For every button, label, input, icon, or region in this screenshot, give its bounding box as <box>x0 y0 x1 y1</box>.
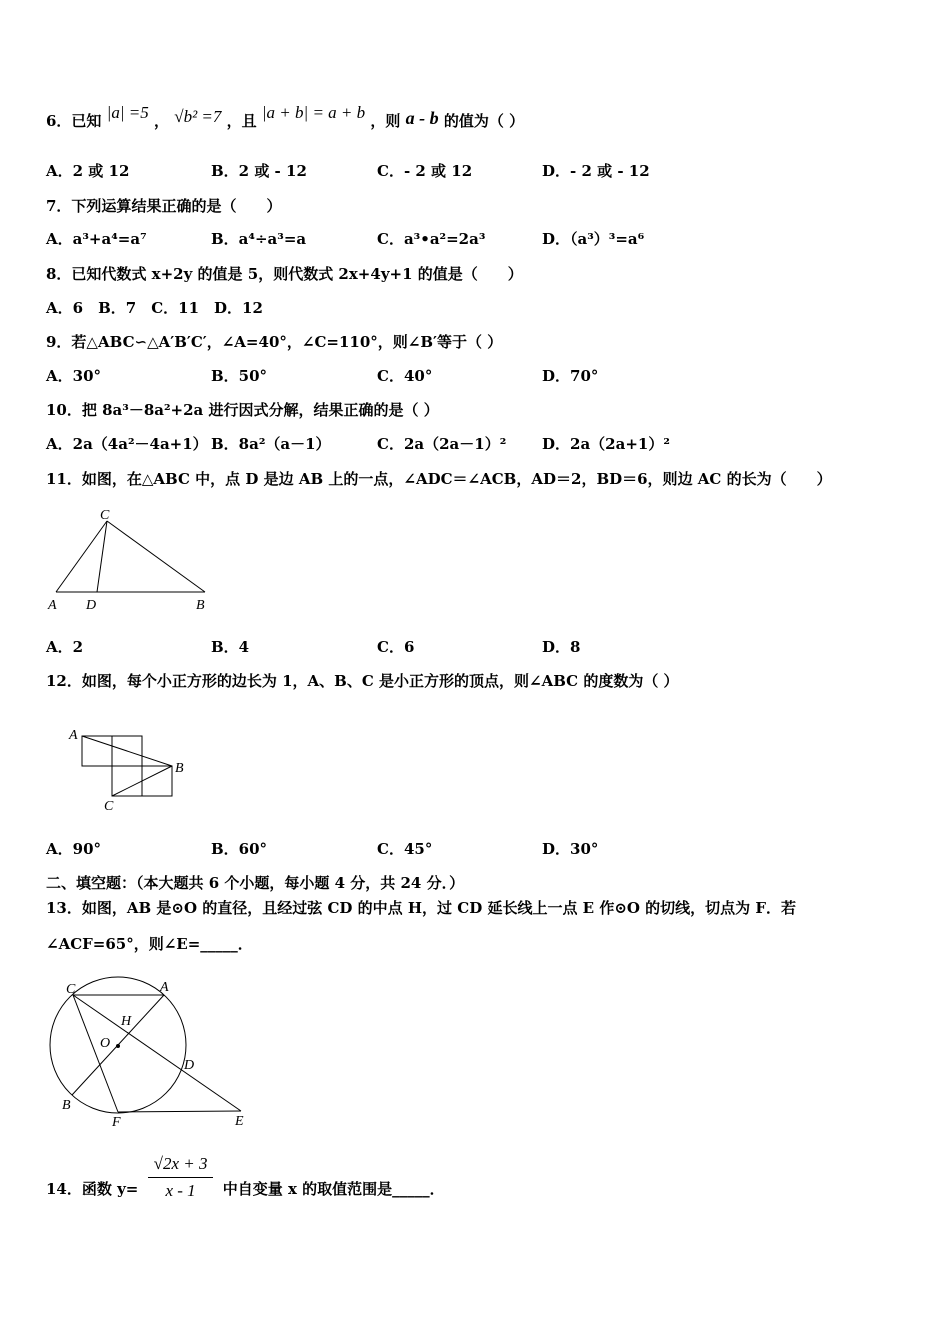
q7-option-c: C．a³•a²=2a³ <box>377 230 486 248</box>
q6-expr-abs-a: |a| =5 <box>106 103 149 122</box>
section2-heading: 二、填空题：（本大题共 6 个小题，每小题 4 分，共 24 分．） <box>46 874 465 892</box>
q9-option-b: B．50° <box>211 367 268 385</box>
q11-side-ac <box>56 521 107 592</box>
q14-denominator: x - 1 <box>165 1181 196 1200</box>
q13-label-e: E <box>235 1114 244 1129</box>
q11-segment-cd <box>97 521 107 592</box>
q6-sep2: ，且 <box>226 112 257 130</box>
q13-stem-line2: ∠ACF=65°，则∠E=_____． <box>46 935 253 953</box>
q11-option-d: D．8 <box>542 638 581 656</box>
q11-label-b: B <box>196 598 205 613</box>
q6-stem <box>46 103 525 131</box>
q12-label-b: B <box>175 761 184 776</box>
q13-label-c: C <box>66 982 76 997</box>
q14-stem <box>46 1152 445 1212</box>
q10-stem: 10．把 8a³－8a²+2a 进行因式分解，结果正确的是（ ） <box>46 401 439 419</box>
q11-label-c: C <box>100 508 110 523</box>
q11-side-bc <box>107 521 205 592</box>
q6-option-b: B．2 或 - 12 <box>211 162 307 180</box>
q13-tangent-fe <box>118 1111 241 1112</box>
q6-expr-sqrt-b: √b² =7 <box>174 107 222 126</box>
q12-stem: 12．如图，每个小正方形的边长为 1，A、B、C 是小正方形的顶点，则∠ABC 的度数为（ ） <box>46 672 679 690</box>
q12-option-a: A．90° <box>46 840 102 858</box>
q12-option-c: C．45° <box>377 840 433 858</box>
q10-option-d: D．2a（2a+1）² <box>542 435 670 453</box>
q13-circle-figure <box>40 975 260 1135</box>
q6-option-d: D．- 2 或 - 12 <box>542 162 650 180</box>
q13-stem-line1: 13．如图，AB 是⊙O 的直径，且经过弦 CD 的中点 H，过 CD 延长线上一点 E 作⊙O 的切线，切点为 F．若 <box>46 899 797 917</box>
q10-option-a: A．2a（4a²－4a+1） <box>46 435 208 453</box>
q10-option-b: B．8a²（a－1） <box>211 435 331 453</box>
q13-line-ce <box>73 995 241 1111</box>
q12-label-a: A <box>69 728 78 743</box>
q12-option-b: B．60° <box>211 840 268 858</box>
q12-segment-ab <box>82 736 172 766</box>
q7-option-d: D．（a³）³=a⁶ <box>542 230 645 248</box>
q11-option-a: A．2 <box>46 638 84 656</box>
q7-option-b: B．a⁴÷a³=a <box>211 230 307 248</box>
q9-stem: 9．若△ABC∽△A′B′C′，∠A=40°，∠C=110°，则∠B′等于（ ） <box>46 333 503 351</box>
q9-option-a: A．30° <box>46 367 102 385</box>
q13-label-b: B <box>62 1098 71 1113</box>
q14-suffix: 中自变量 x 的取值范围是_____． <box>222 1180 445 1198</box>
q6-sep3: ，则 <box>370 112 401 130</box>
q8-stem: 8．已知代数式 x+2y 的值是 5，则代数式 2x+4y+1 的值是（ ） <box>46 265 523 283</box>
q11-option-b: B．4 <box>211 638 250 656</box>
q8-options: A．6 B．7 C．11 D．12 <box>46 299 263 317</box>
q7-stem: 7．下列运算结果正确的是（ ） <box>46 197 282 215</box>
q11-option-c: C．6 <box>377 638 415 656</box>
q12-label-c: C <box>104 799 114 814</box>
q13-label-d: D <box>184 1058 195 1073</box>
q6-stem-prefix: 6．已知 <box>46 112 102 130</box>
q13-label-h: H <box>121 1014 132 1029</box>
q14-prefix: 14．函数 y= <box>46 1180 139 1198</box>
q11-triangle-figure <box>40 505 220 615</box>
q14-fraction <box>148 1152 214 1201</box>
q11-stem: 11．如图，在△ABC 中，点 D 是边 AB 上的一点，∠ADC＝∠ACB，AD＝2，BD＝6，则边 AC 的长为（ ） <box>46 470 832 488</box>
q13-label-o: O <box>100 1036 111 1051</box>
q12-option-d: D．30° <box>542 840 599 858</box>
q10-option-c: C．2a（2a－1）² <box>377 435 507 453</box>
q13-label-f: F <box>112 1115 121 1130</box>
q6-expr-abs-sum: |a + b| = a + b <box>261 103 366 122</box>
q6-stem-suffix: 的值为（ ） <box>443 112 525 130</box>
q13-chord-cf <box>73 995 118 1112</box>
q11-label-a: A <box>48 598 57 613</box>
q12-grid-figure <box>64 722 194 817</box>
q9-option-d: D．70° <box>542 367 599 385</box>
q6-sep1: ， <box>153 112 169 130</box>
q13-label-a: A <box>160 980 169 995</box>
q9-option-c: C．40° <box>377 367 433 385</box>
q12-grid-squares <box>82 736 172 796</box>
q11-label-d: D <box>86 598 97 613</box>
q6-expr-diff: a - b <box>405 108 439 128</box>
q6-option-a: A．2 或 12 <box>46 162 130 180</box>
q6-option-c: C．- 2 或 12 <box>377 162 473 180</box>
q13-center-dot <box>116 1044 120 1048</box>
q7-option-a: A．a³+a⁴=a⁷ <box>46 230 147 248</box>
q14-numerator: √2x + 3 <box>148 1152 214 1178</box>
